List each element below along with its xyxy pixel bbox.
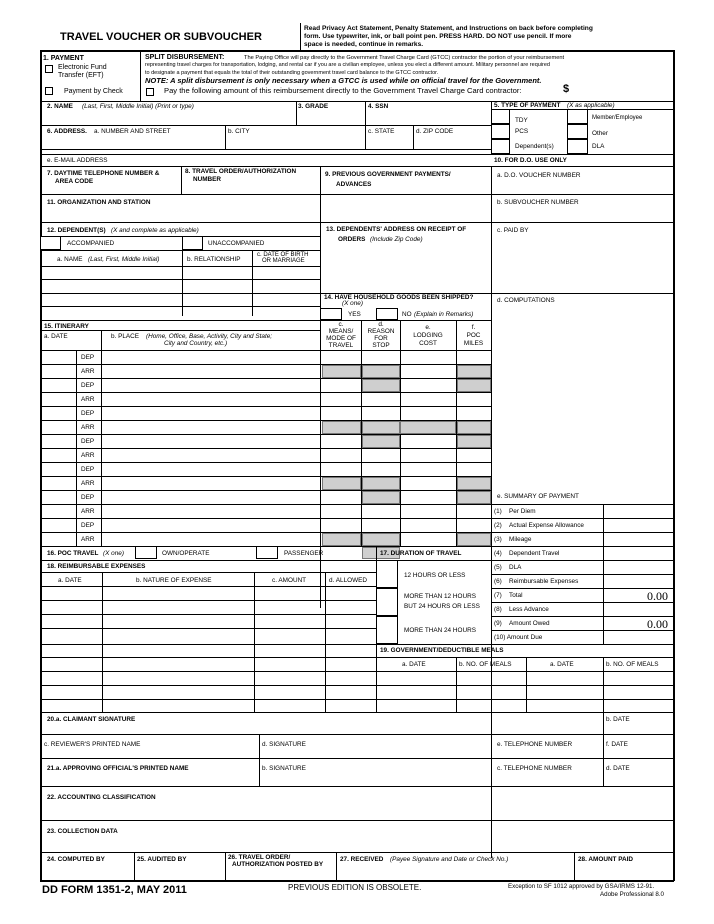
rule-149: [40, 149, 492, 150]
member-checkbox[interactable]: [567, 109, 588, 124]
type-payment-label: 5. TYPE OF PAYMENT: [494, 102, 561, 109]
itin-row-12: ARR: [81, 508, 95, 515]
reimb-date-label: a. DATE: [58, 577, 82, 584]
rule-572: [40, 572, 377, 573]
itin-row-11: DEP: [81, 494, 95, 501]
rule-786: [40, 786, 674, 787]
adobe-note: Adobe Professional 8.0: [600, 891, 664, 898]
check-label: Payment by Check: [64, 88, 123, 95]
vr-603b: [603, 657, 604, 712]
received-hint: (Payee Signature and Date or Check No.): [390, 856, 509, 863]
rule-154: [40, 154, 674, 155]
itin-row-9: DEP: [81, 466, 95, 473]
split-line-2: representing travel charges for transportation, lodging, and rental car if you are a civilian employee, unless you elect a different amount. Military personnel are required: [145, 62, 550, 68]
lodging-1: LODGING: [413, 332, 443, 339]
poc-f: f.: [471, 324, 476, 331]
itin-place-hint-2: City and Country, etc.): [164, 340, 228, 347]
shade-c-2: [322, 421, 361, 434]
duration-12-label: 12 HOURS OR LESS: [404, 572, 466, 579]
rule-574r: [491, 574, 674, 575]
rule-434: [40, 434, 492, 435]
rule-392: [40, 392, 492, 393]
unaccompanied-checkbox[interactable]: [182, 236, 203, 250]
shade-d-1: [362, 379, 400, 392]
prev-payments-label-1: 9. PREVIOUS GOVERNMENT PAYMENTS/: [325, 171, 451, 178]
sum-l10: (10) Amount Due: [494, 634, 543, 641]
paid-by-label: c. PAID BY: [497, 227, 529, 234]
form-number: DD FORM 1351-2, MAY 2011: [42, 884, 187, 896]
type-payment-hint: (X as applicable): [567, 102, 615, 109]
sum-n9: (9): [494, 620, 502, 627]
shade-d-6: [362, 477, 400, 490]
accounting-label: 22. ACCOUNTING CLASSIFICATION: [47, 794, 156, 801]
vr-225b: [225, 852, 226, 881]
pcs-checkbox[interactable]: [491, 124, 510, 139]
means-3: TRAVEL: [328, 342, 354, 349]
order-label-2: NUMBER: [193, 176, 222, 183]
split-pay-text: Pay the following amount of this reimbursement directly to the Government Travel Charge Card contractor:: [164, 86, 522, 95]
poc-1: POC: [466, 332, 481, 339]
pcs-label: PCS: [515, 128, 529, 135]
rule-712: [40, 712, 674, 713]
claimant-sig-label: 20.a. CLAIMANT SIGNATURE: [47, 716, 136, 723]
itin-row-5: DEP: [81, 410, 95, 417]
itin-row-1: DEP: [81, 354, 95, 361]
posted-by-label-1: 26. TRAVEL ORDER/: [228, 854, 291, 861]
city-label: b. CITY: [228, 128, 250, 135]
city-input[interactable]: [228, 136, 362, 148]
itin-place-label: b. PLACE: [111, 333, 140, 340]
rule-448: [40, 448, 492, 449]
sum-n2: (2): [494, 522, 502, 529]
computations-label: d. COMPUTATIONS: [497, 297, 555, 304]
duration-12-checkbox[interactable]: [376, 560, 398, 588]
address-street-label: a. NUMBER AND STREET: [94, 128, 171, 135]
vr-320: [320, 166, 321, 608]
dependents-hint: (X and complete as applicable): [111, 227, 199, 234]
rule-236: [40, 236, 321, 237]
ssn-label: 4. SSN: [368, 103, 389, 110]
shade-c-4: [322, 533, 361, 546]
approver-sig-label: b. SIGNATURE: [262, 765, 306, 772]
frame-right: [673, 50, 675, 881]
duration-label: 17. DURATION OF TRAVEL: [380, 550, 462, 557]
vr-102: [102, 572, 103, 712]
rule-293: [40, 293, 321, 294]
shade-d-7: [362, 533, 400, 546]
claimant-date-label: b. DATE: [606, 716, 630, 723]
vr-181: [181, 166, 182, 194]
means-2: MODE OF: [326, 335, 356, 342]
rule-852: [40, 852, 674, 853]
eft-checkbox[interactable]: [45, 65, 53, 73]
sum-l6: Reimbursable Expenses: [509, 578, 579, 585]
unaccompanied-label: UNACCOMPANIED: [208, 240, 265, 247]
dep-address-hint: (Include Zip Code): [370, 236, 423, 243]
accompanied-checkbox[interactable]: [40, 236, 61, 250]
rule-490: [40, 490, 492, 491]
order-label-1: 8. TRAVEL ORDER/AUTHORIZATION: [185, 168, 297, 175]
rule-532: [40, 532, 492, 533]
dependents-label: 12. DEPENDENT(S): [47, 227, 106, 234]
itin-row-3: DEP: [81, 382, 95, 389]
vr-336: [336, 852, 337, 881]
sum-l4: Dependent Travel: [509, 550, 560, 557]
vr-376b: [376, 644, 377, 712]
rule-504: [40, 504, 492, 505]
rule-222: [40, 222, 674, 223]
exception-note: Exception to SF 1012 approved by GSA/IRMS 12-91.: [508, 883, 655, 890]
state-label: c. STATE: [368, 128, 395, 135]
itin-row-8: ARR: [81, 452, 95, 459]
street-input[interactable]: [46, 136, 222, 148]
duration-over-checkbox[interactable]: [376, 616, 398, 644]
vr-259: [259, 734, 260, 786]
obsolete-note: PREVIOUS EDITION IS OBSOLETE.: [288, 883, 422, 892]
dla-label: DLA: [592, 143, 605, 150]
amount-paid-label: 28. AMOUNT PAID: [578, 856, 634, 863]
zip-label: d. ZIP CODE: [416, 128, 454, 135]
rule-378: [40, 378, 492, 379]
split-pay-checkbox[interactable]: [146, 88, 154, 96]
split-heading: SPLIT DISBURSEMENT:: [145, 54, 225, 61]
passenger-label: PASSENGER: [284, 550, 324, 557]
reviewer-date-label: f. DATE: [606, 741, 628, 748]
meals-date-label-2: a. DATE: [550, 661, 574, 668]
sum-n3: (3): [494, 536, 502, 543]
payment-label: 1. PAYMENT: [43, 55, 84, 62]
itin-row-10: ARR: [81, 480, 95, 487]
vr-254: [254, 572, 255, 712]
reviewer-phone-label: e. TELEPHONE NUMBER: [497, 741, 573, 748]
tdy-checkbox[interactable]: [491, 109, 510, 124]
vr-603d: [603, 734, 604, 786]
shade-d-3: [362, 491, 400, 504]
vr-413: [413, 125, 414, 149]
itin-row-2: ARR: [81, 368, 95, 375]
approver-name-label: 21.a. APPROVING OFFICIAL'S PRINTED NAME: [47, 765, 189, 772]
vr-325: [325, 572, 326, 712]
vr-296: [296, 101, 297, 125]
sum-l9: Amount Owed: [509, 620, 550, 627]
hhg-yes-checkbox[interactable]: [320, 308, 342, 320]
audited-by-label: 25. AUDITED BY: [137, 856, 187, 863]
name-label: 2. NAME: [47, 103, 73, 110]
lodging-e: e.: [425, 324, 431, 331]
check-checkbox[interactable]: [45, 87, 53, 95]
other-checkbox[interactable]: [567, 124, 588, 139]
itinerary-label: 15. ITINERARY: [44, 323, 89, 330]
instructions-line-3: space is needed, continue in remarks.: [304, 41, 424, 48]
rule-734: [40, 734, 674, 735]
reason-1: REASON: [367, 328, 395, 335]
sum-n1: (1): [494, 508, 502, 515]
instructions-line-1: Read Privacy Act Statement, Penalty Statement, and Instructions on back before completing: [304, 25, 593, 32]
vr-603c: [603, 712, 604, 734]
rule-293c: [491, 293, 674, 294]
reviewer-sig-label: d. SIGNATURE: [262, 741, 306, 748]
rule-350: [40, 350, 492, 351]
sum-total-value: 0.00: [647, 589, 668, 603]
other-label: Other: [592, 130, 608, 137]
dep-address-label-1: 13. DEPENDENTS' ADDRESS ON RECEIPT OF: [326, 226, 467, 233]
dep-address-label-2: ORDERS: [338, 236, 366, 243]
shade-c-1: [322, 365, 361, 378]
sum-n7: (7): [494, 592, 502, 599]
do-use-label: 10. FOR D.O. USE ONLY: [494, 157, 567, 164]
poc-travel-hint: (X one): [103, 550, 124, 557]
reimb-label: 18. REIMBURSABLE EXPENSES: [47, 563, 146, 570]
dependents-label: Dependent(s): [515, 143, 554, 150]
vr-574: [574, 852, 575, 881]
rule-504r: [491, 504, 674, 505]
vr-134: [134, 852, 135, 881]
sum-n8: (8): [494, 606, 502, 613]
hhg-no-checkbox[interactable]: [376, 308, 398, 320]
sum-l3: Mileage: [509, 536, 532, 543]
means-1: MEANS/: [328, 328, 354, 335]
collection-label: 23. COLLECTION DATA: [47, 828, 118, 835]
shade-f-2: [457, 435, 491, 448]
reviewer-name-label: c. REVIEWER'S PRINTED NAME: [44, 741, 141, 748]
rule-306: [40, 306, 321, 307]
rule-820: [40, 820, 674, 821]
hhg-label: 14. HAVE HOUSEHOLD GOODS BEEN SHIPPED?: [324, 294, 474, 301]
sum-l7: Total: [509, 592, 523, 599]
reason-d: d.: [378, 321, 384, 328]
meals-label: 19. GOVERNMENT/DEDUCTIBLE MEALS: [380, 647, 504, 654]
rule-586: [40, 586, 377, 587]
rule-330: [40, 330, 321, 331]
sum-n6: (6): [494, 578, 502, 585]
itin-date-label: a. DATE: [44, 333, 68, 340]
reimb-nature-label: b. NATURE OF EXPENSE: [136, 577, 212, 584]
shade-d-5: [362, 421, 400, 434]
split-dollar: $: [563, 83, 570, 95]
phone-label-1: 7. DAYTIME TELEPHONE NUMBER &: [47, 170, 160, 177]
hhg-hint: (X one): [342, 300, 363, 307]
rule-462: [40, 462, 492, 463]
split-note: NOTE: A split disbursement is only necessary when a GTCC is used while on official travel for the Government.: [145, 76, 542, 85]
reimb-allowed-label: d. ALLOWED: [329, 577, 368, 584]
meals-date-label-1: a. DATE: [402, 661, 426, 668]
frame-top: [40, 50, 674, 52]
vr-101: [101, 330, 102, 546]
shade-f-1: [457, 379, 491, 392]
rule-671: [40, 671, 674, 672]
lodging-2: COST: [419, 340, 437, 347]
hhg-yes-label: YES: [348, 311, 361, 318]
org-station-label: 11. ORGANIZATION AND STATION: [47, 199, 151, 206]
rule-279: [40, 279, 321, 280]
header-divider: [300, 23, 301, 51]
shade-f-6: [457, 477, 491, 490]
dla-checkbox[interactable]: [567, 139, 588, 154]
email-label: e. E-MAIL ADDRESS: [47, 157, 108, 164]
shade-d-2: [362, 435, 400, 448]
frame-bottom: [40, 880, 674, 882]
split-line-3: to designate a payment that equals the total of their outstanding government travel card balance to the GTCC contractor.: [145, 70, 439, 76]
sum-n4: (4): [494, 550, 502, 557]
split-line-1: The Paying Office will pay directly to the Government Travel Charge Card (GTCC) contractor the portion of your reimbursement: [244, 55, 565, 61]
own-operate-label: OWN/OPERATE: [162, 550, 210, 557]
duration-24-checkbox[interactable]: [376, 588, 398, 616]
shade-e-1: [400, 421, 456, 434]
rule-266: [40, 266, 321, 267]
itin-row-7: DEP: [81, 438, 95, 445]
rule-602r: [491, 602, 674, 603]
rule-364: [40, 364, 492, 365]
prev-payments-label-2: ADVANCES: [336, 181, 372, 188]
rule-657: [40, 657, 674, 658]
dependents-checkbox[interactable]: [491, 139, 510, 154]
shade-c-3: [322, 477, 361, 490]
rule-476: [40, 476, 492, 477]
rule-560: [40, 560, 674, 561]
meals-no-label-2: b. NO. OF MEALS: [606, 661, 659, 668]
dob-label-1: c. DATE OF BIRTH: [257, 252, 309, 258]
subvoucher-label: b. SUBVOUCHER NUMBER: [497, 199, 579, 206]
itin-row-13: DEP: [81, 522, 95, 529]
sum-l1: Per Diem: [509, 508, 536, 515]
summary-label: e. SUMMARY OF PAYMENT: [497, 493, 579, 500]
eft-label-1: Electronic Fund: [58, 64, 107, 71]
rule-194: [40, 194, 321, 195]
shade-f-3: [457, 491, 491, 504]
itin-row-4: ARR: [81, 396, 95, 403]
payment-divider: [140, 50, 141, 101]
frame-left: [40, 50, 42, 881]
rule-685: [40, 685, 674, 686]
vr-456b: [456, 657, 457, 712]
address-label: 6. ADDRESS.: [47, 128, 87, 135]
dob-label-2: OR MARRIAGE: [262, 258, 305, 264]
phone-label-2: AREA CODE: [55, 178, 94, 185]
meals-no-label-1: b. NO. OF MEALS: [459, 661, 512, 668]
accompanied-label: ACCOMPANIED: [67, 240, 115, 247]
hhg-no-hint: (Explain in Remarks): [414, 311, 474, 318]
split-amount-input[interactable]: [574, 85, 670, 96]
rule-614: [40, 614, 377, 615]
tdy-label: TDY: [515, 117, 528, 124]
shade-f-5: [457, 421, 491, 434]
shade-f-0: [457, 365, 491, 378]
poc-travel-label: 16. POC TRAVEL: [47, 550, 99, 557]
posted-by-label-2: AUTHORIZATION POSTED BY: [232, 861, 324, 868]
instructions-line-2: form. Use typewriter, ink, or ball point pen. PRESS HARD. DO NOT use pencil. If more: [304, 33, 572, 40]
itin-row-14: ARR: [81, 536, 95, 543]
rule-125: [40, 125, 492, 126]
reimb-amount-label: c. AMOUNT: [272, 577, 307, 584]
approver-phone-label: c. TELEPHONE NUMBER: [497, 765, 572, 772]
rule-630r: [491, 630, 674, 631]
rule-320: [40, 320, 492, 321]
means-c: c.: [338, 321, 344, 328]
approver-date-label: d. DATE: [606, 765, 630, 772]
sum-n5: (5): [494, 564, 502, 571]
duration-24-label-1: MORE THAN 12 HOURS: [404, 593, 476, 600]
duration-24-label-2: BUT 24 HOURS OR LESS: [404, 603, 480, 610]
rule-406: [40, 406, 492, 407]
name-input[interactable]: [46, 111, 294, 123]
form-title: TRAVEL VOUCHER OR SUBVOUCHER: [60, 31, 262, 43]
sum-l2: Actual Expense Allowance: [509, 522, 584, 529]
shade-d-0: [362, 365, 400, 378]
rule-250: [40, 250, 321, 251]
passenger-checkbox[interactable]: [256, 546, 278, 559]
own-operate-checkbox[interactable]: [135, 546, 157, 559]
name-hint: (Last, First, Middle Initial) (Print or type): [82, 103, 194, 110]
rule-532r: [491, 532, 674, 533]
do-voucher-label: a. D.O. VOUCHER NUMBER: [497, 172, 581, 179]
sum-l5: DLA: [509, 564, 522, 571]
relationship-label: b. RELATIONSHIP: [187, 256, 241, 263]
sum-l8: Less Advance: [509, 606, 549, 613]
rule-518r: [491, 518, 674, 519]
reason-2: FOR: [374, 335, 388, 342]
dep-name-label: a. NAME: [57, 256, 83, 263]
shade-f-7: [457, 533, 491, 546]
rule-758: [40, 758, 674, 759]
received-label: 27. RECEIVED: [340, 856, 384, 863]
rule-166: [40, 166, 674, 167]
computed-by-label: 24. COMPUTED BY: [47, 856, 105, 863]
member-label: Member/Employee: [592, 115, 643, 121]
rule-628: [40, 628, 377, 629]
poc-2: MILES: [463, 340, 484, 347]
rule-518: [40, 518, 492, 519]
vr-225: [225, 125, 226, 149]
itin-place-hint-1: (Home, Office, Base, Activity, City and State;: [146, 333, 273, 340]
eft-label-2: Transfer (EFT): [58, 72, 104, 79]
rule-600: [40, 600, 377, 601]
hhg-no-label: NO: [402, 311, 412, 318]
grade-label: 3. GRADE: [298, 103, 329, 110]
sum-owed-value: 0.00: [647, 617, 668, 631]
duration-over-label: MORE THAN 24 HOURS: [404, 627, 476, 634]
itin-row-6: ARR: [81, 424, 95, 431]
rule-699: [40, 699, 674, 700]
dep-name-hint: (Last, First, Middle Initial): [88, 256, 160, 263]
vr-526: [526, 657, 527, 712]
reason-3: STOP: [372, 342, 390, 349]
rule-194c: [491, 194, 674, 195]
vr-491b: [491, 166, 492, 858]
rule-194b: [320, 194, 492, 195]
rule-644: [40, 644, 674, 645]
